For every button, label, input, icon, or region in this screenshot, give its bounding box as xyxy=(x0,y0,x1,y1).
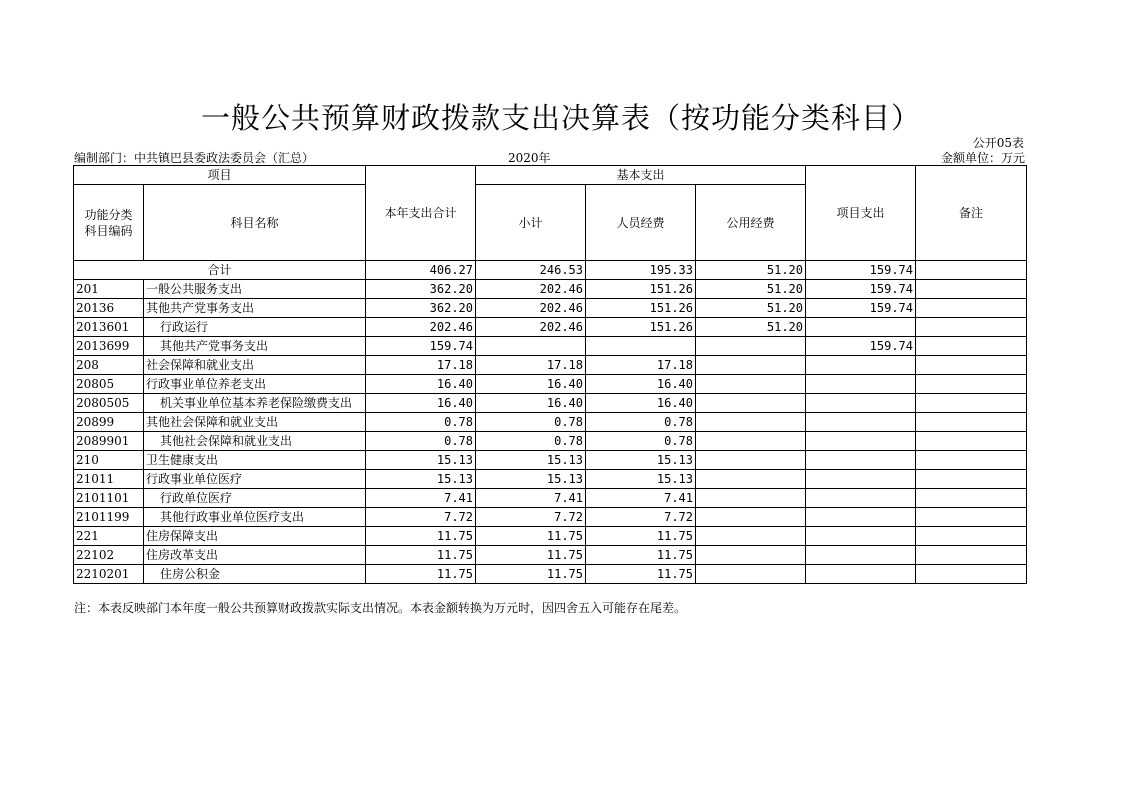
header-personnel: 人员经费 xyxy=(586,185,696,261)
total-public: 51.20 xyxy=(696,261,806,280)
row-personnel: 11.75 xyxy=(586,565,696,584)
row-name: 住房保障支出 xyxy=(144,527,366,546)
table-row xyxy=(74,508,1027,527)
row-total: 362.20 xyxy=(366,280,476,299)
table-row xyxy=(74,280,1027,299)
row-project xyxy=(806,489,916,508)
row-personnel: 7.72 xyxy=(586,508,696,527)
page-title: 一般公共预算财政拨款支出决算表（按功能分类科目） xyxy=(200,101,921,135)
header-basic: 基本支出 xyxy=(476,166,806,185)
row-total: 0.78 xyxy=(366,432,476,451)
row-subtotal: 11.75 xyxy=(476,546,586,565)
row-name: 其他社会保障和就业支出 xyxy=(144,432,366,451)
row-total: 16.40 xyxy=(366,394,476,413)
row-remark xyxy=(916,337,1027,356)
row-name: 卫生健康支出 xyxy=(144,451,366,470)
row-total: 7.72 xyxy=(366,508,476,527)
row-code: 210 xyxy=(74,451,144,470)
row-remark xyxy=(916,565,1027,584)
row-project xyxy=(806,356,916,375)
row-personnel: 0.78 xyxy=(586,413,696,432)
row-personnel: 15.13 xyxy=(586,470,696,489)
row-public: 51.20 xyxy=(696,318,806,337)
table-row xyxy=(74,356,1027,375)
row-personnel: 7.41 xyxy=(586,489,696,508)
row-personnel: 15.13 xyxy=(586,451,696,470)
row-remark xyxy=(916,451,1027,470)
row-total: 15.13 xyxy=(366,451,476,470)
row-total: 16.40 xyxy=(366,375,476,394)
header-name: 科目名称 xyxy=(144,185,366,261)
table-row xyxy=(74,337,1027,356)
row-subtotal: 202.46 xyxy=(476,299,586,318)
row-public xyxy=(696,489,806,508)
row-public xyxy=(696,356,806,375)
expenditure-table xyxy=(73,165,1027,584)
row-personnel: 16.40 xyxy=(586,394,696,413)
header-project: 项目 xyxy=(74,166,366,185)
row-subtotal: 15.13 xyxy=(476,451,586,470)
row-public xyxy=(696,337,806,356)
row-project xyxy=(806,318,916,337)
row-remark xyxy=(916,489,1027,508)
row-public xyxy=(696,413,806,432)
row-code: 2101101 xyxy=(74,489,144,508)
table-row xyxy=(74,489,1027,508)
row-code: 2013601 xyxy=(74,318,144,337)
row-subtotal: 0.78 xyxy=(476,413,586,432)
total-row xyxy=(74,261,1027,280)
header-remark: 备注 xyxy=(916,166,1027,261)
row-code: 2089901 xyxy=(74,432,144,451)
row-project xyxy=(806,375,916,394)
row-code: 20136 xyxy=(74,299,144,318)
table-row xyxy=(74,413,1027,432)
row-code: 20805 xyxy=(74,375,144,394)
unit-label: 金额单位：万元 xyxy=(940,151,1025,165)
footnote: 注：本表反映部门本年度一般公共预算财政拨款实际支出情况。本表金额转换为万元时，因四舍五入可能存在尾差。 xyxy=(74,601,687,615)
row-personnel: 151.26 xyxy=(586,318,696,337)
row-remark xyxy=(916,318,1027,337)
total-project: 159.74 xyxy=(806,261,916,280)
row-subtotal: 16.40 xyxy=(476,394,586,413)
row-public xyxy=(696,470,806,489)
table-row xyxy=(74,432,1027,451)
row-total: 159.74 xyxy=(366,337,476,356)
row-remark xyxy=(916,299,1027,318)
row-code: 208 xyxy=(74,356,144,375)
row-subtotal: 16.40 xyxy=(476,375,586,394)
row-project xyxy=(806,565,916,584)
row-name: 机关事业单位基本养老保险缴费支出 xyxy=(144,394,366,413)
header-subtotal: 小计 xyxy=(476,185,586,261)
row-total: 15.13 xyxy=(366,470,476,489)
row-project: 159.74 xyxy=(806,299,916,318)
form-code: 公开05表 xyxy=(972,136,1024,150)
row-personnel: 16.40 xyxy=(586,375,696,394)
row-personnel: 11.75 xyxy=(586,527,696,546)
row-name: 住房改革支出 xyxy=(144,546,366,565)
header-total: 本年支出合计 xyxy=(366,166,476,261)
row-public: 51.20 xyxy=(696,280,806,299)
row-remark xyxy=(916,432,1027,451)
row-public xyxy=(696,508,806,527)
row-subtotal: 11.75 xyxy=(476,527,586,546)
row-subtotal: 0.78 xyxy=(476,432,586,451)
row-code: 221 xyxy=(74,527,144,546)
row-code: 2101199 xyxy=(74,508,144,527)
table-row xyxy=(74,299,1027,318)
row-public: 51.20 xyxy=(696,299,806,318)
row-remark xyxy=(916,527,1027,546)
row-total: 0.78 xyxy=(366,413,476,432)
row-public xyxy=(696,527,806,546)
row-code: 21011 xyxy=(74,470,144,489)
row-code: 20899 xyxy=(74,413,144,432)
row-name: 行政事业单位医疗 xyxy=(144,470,366,489)
row-remark xyxy=(916,546,1027,565)
table-row xyxy=(74,394,1027,413)
table-row xyxy=(74,470,1027,489)
row-subtotal: 11.75 xyxy=(476,565,586,584)
row-subtotal: 15.13 xyxy=(476,470,586,489)
row-project xyxy=(806,527,916,546)
row-personnel: 151.26 xyxy=(586,299,696,318)
table-row xyxy=(74,375,1027,394)
header-row-1 xyxy=(74,166,1027,185)
row-personnel: 17.18 xyxy=(586,356,696,375)
row-code: 2210201 xyxy=(74,565,144,584)
year-label: 2020年 xyxy=(508,151,551,165)
row-code: 22102 xyxy=(74,546,144,565)
row-subtotal xyxy=(476,337,586,356)
row-personnel: 151.26 xyxy=(586,280,696,299)
row-code: 2013699 xyxy=(74,337,144,356)
table-row xyxy=(74,527,1027,546)
row-code: 201 xyxy=(74,280,144,299)
row-public xyxy=(696,375,806,394)
row-name: 一般公共服务支出 xyxy=(144,280,366,299)
table-row xyxy=(74,565,1027,584)
row-subtotal: 17.18 xyxy=(476,356,586,375)
row-name: 其他社会保障和就业支出 xyxy=(144,413,366,432)
row-name: 其他共产党事务支出 xyxy=(144,337,366,356)
row-subtotal: 202.46 xyxy=(476,318,586,337)
row-project xyxy=(806,394,916,413)
row-total: 11.75 xyxy=(366,546,476,565)
row-name: 行政单位医疗 xyxy=(144,489,366,508)
row-total: 362.20 xyxy=(366,299,476,318)
row-project xyxy=(806,470,916,489)
row-name: 住房公积金 xyxy=(144,565,366,584)
total-label: 合计 xyxy=(74,261,366,280)
row-project: 159.74 xyxy=(806,337,916,356)
department-label: 编制部门：中共镇巴县委政法委员会（汇总） xyxy=(74,151,315,165)
total-personnel: 195.33 xyxy=(586,261,696,280)
row-public xyxy=(696,432,806,451)
row-personnel xyxy=(586,337,696,356)
total-total: 406.27 xyxy=(366,261,476,280)
row-subtotal: 7.41 xyxy=(476,489,586,508)
total-remark xyxy=(916,261,1027,280)
row-project xyxy=(806,546,916,565)
row-remark xyxy=(916,508,1027,527)
row-name: 社会保障和就业支出 xyxy=(144,356,366,375)
row-remark xyxy=(916,394,1027,413)
row-total: 17.18 xyxy=(366,356,476,375)
row-public xyxy=(696,451,806,470)
row-project xyxy=(806,413,916,432)
header-code: 功能分类科目编码 xyxy=(74,185,144,261)
row-personnel: 11.75 xyxy=(586,546,696,565)
row-name: 其他共产党事务支出 xyxy=(144,299,366,318)
row-project xyxy=(806,508,916,527)
row-remark xyxy=(916,470,1027,489)
row-project xyxy=(806,432,916,451)
row-total: 202.46 xyxy=(366,318,476,337)
row-public xyxy=(696,546,806,565)
row-project xyxy=(806,451,916,470)
row-public xyxy=(696,565,806,584)
row-name: 其他行政事业单位医疗支出 xyxy=(144,508,366,527)
header-project-expense: 项目支出 xyxy=(806,166,916,261)
row-public xyxy=(696,394,806,413)
table-row xyxy=(74,546,1027,565)
row-code: 2080505 xyxy=(74,394,144,413)
row-subtotal: 7.72 xyxy=(476,508,586,527)
row-total: 11.75 xyxy=(366,565,476,584)
row-subtotal: 202.46 xyxy=(476,280,586,299)
row-total: 11.75 xyxy=(366,527,476,546)
header-public: 公用经费 xyxy=(696,185,806,261)
row-remark xyxy=(916,413,1027,432)
row-remark xyxy=(916,375,1027,394)
row-personnel: 0.78 xyxy=(586,432,696,451)
row-remark xyxy=(916,356,1027,375)
table-row xyxy=(74,318,1027,337)
total-subtotal: 246.53 xyxy=(476,261,586,280)
row-remark xyxy=(916,280,1027,299)
row-name: 行政事业单位养老支出 xyxy=(144,375,366,394)
table-row xyxy=(74,451,1027,470)
row-total: 7.41 xyxy=(366,489,476,508)
row-name: 行政运行 xyxy=(144,318,366,337)
meta-row xyxy=(74,149,1025,165)
row-project: 159.74 xyxy=(806,280,916,299)
